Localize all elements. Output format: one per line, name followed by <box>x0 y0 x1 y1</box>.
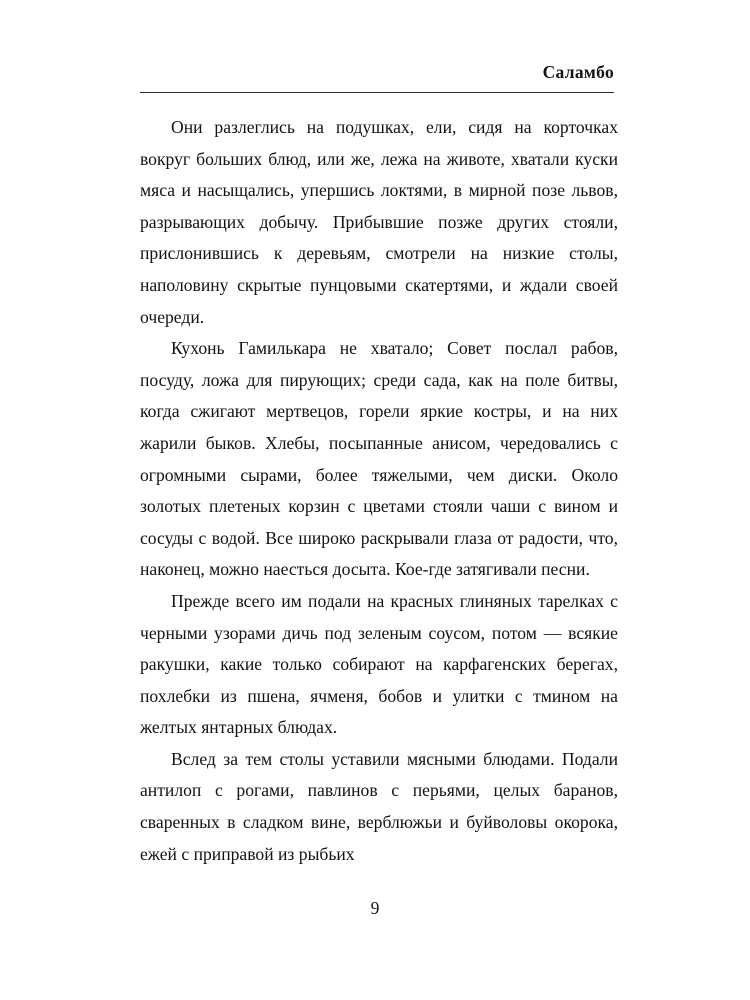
body-text <box>140 112 618 870</box>
running-title: Саламбо <box>542 62 614 82</box>
paragraph: Прежде всего им подали на красных глиняных тарелках с черными узорами дичь под зеленым соусом, потом — всякие ракушки, какие только собирают на карфагенских берегах, похлебки из пшена, ячменя, бобов и улитки с тмином на желтых янтарных блюдах. <box>140 590 618 738</box>
paragraph: Они разлеглись на подушках, ели, сидя на корточках вокруг больших блюд, или же, лежа на животе, хватали куски мяса и насыщались, упершись локтями, в мирной позе львов, разрывающих добычу. Прибывшие позже других стояли, прислонившись к деревьям, смотрели на низкие столы, наполовину скрытые пунцовыми скатертями, и ждали своей очереди. <box>140 117 618 327</box>
page-number: 9 <box>370 898 380 918</box>
page-header <box>140 62 614 96</box>
paragraph: Вслед за тем столы уставили мясными блюдами. Подали антилоп с рогами, павлинов с перьями, целых баранов, сваренных в сладком вине, верблюжьи и буйволовы окорока, ежей с приправой из рыбьих <box>140 748 618 864</box>
paragraph: Кухонь Гамилькара не хватало; Совет послал рабов, посуду, ложа для пирующих; среди сада, как на поле битвы, когда сжигают мертвецов, горели яркие костры, и на них жарили быков. Хлебы, посыпанные анисом, чередовались с огромными сырами, более тяжелыми, чем диски. Около золотых плетеных корзин с цветами стояли чаши с вином и сосуды с водой. Все широко раскрывали глаза от радости, что, наконец, можно наесться досыта. Кое-где затягивали песни. <box>140 338 618 580</box>
header-divider <box>140 92 614 93</box>
